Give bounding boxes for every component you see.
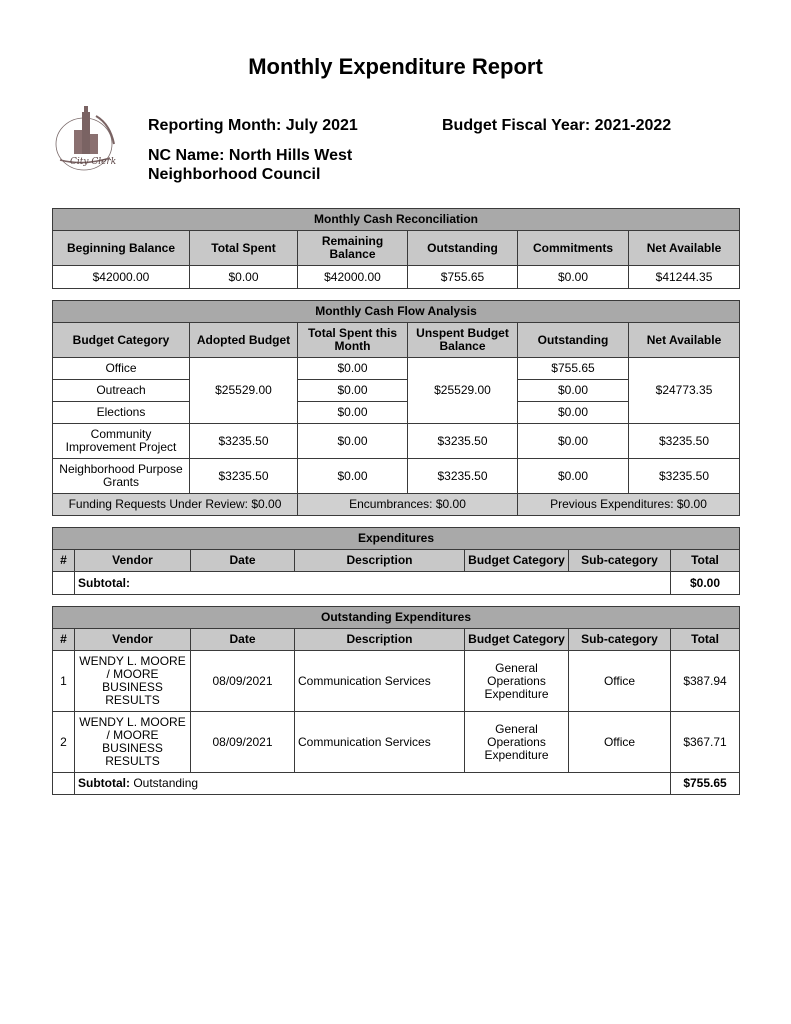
adopted-budget: $3235.50: [190, 424, 298, 459]
budget-category: Community Improvement Project: [53, 424, 190, 459]
sub-category: Office: [569, 712, 671, 773]
date: 08/09/2021: [191, 712, 295, 773]
total: $387.94: [671, 651, 740, 712]
col-header: Commitments: [518, 231, 629, 266]
report-title: Monthly Expenditure Report: [248, 54, 543, 79]
col-header: Budget Category: [465, 550, 569, 572]
unspent-budget: $25529.00: [408, 358, 518, 424]
net-available: $24773.35: [629, 358, 740, 424]
budget-category: Elections: [53, 402, 190, 424]
reporting-month: Reporting Month: July 2021: [148, 117, 358, 134]
cash-flow-table: [52, 300, 740, 516]
budget-category: Outreach: [53, 380, 190, 402]
encumbrances-summary: Encumbrances: $0.00: [298, 494, 518, 516]
col-header: Sub-category: [569, 629, 671, 651]
expenditures-caption: Expenditures: [53, 528, 740, 550]
outstanding: $0.00: [518, 459, 629, 494]
reconciliation-caption: Monthly Cash Reconciliation: [53, 209, 740, 231]
remaining-balance: $42000.00: [298, 266, 408, 289]
table-row: [53, 712, 740, 773]
table-row: [53, 651, 740, 712]
funding-requests-summary: Funding Requests Under Review: $0.00: [53, 494, 298, 516]
total-spent: $0.00: [298, 402, 408, 424]
col-header: Total Spent this Month: [298, 323, 408, 358]
row-number: 1: [53, 651, 75, 712]
unspent-budget: $3235.50: [408, 424, 518, 459]
col-header: Beginning Balance: [53, 231, 190, 266]
total-spent: $0.00: [298, 459, 408, 494]
budget-category: General Operations Expenditure: [465, 651, 569, 712]
unspent-budget: $3235.50: [408, 459, 518, 494]
col-header: Date: [191, 629, 295, 651]
col-header: Budget Category: [465, 629, 569, 651]
outstanding: $0.00: [518, 424, 629, 459]
total-spent: $0.00: [298, 358, 408, 380]
col-header: Outstanding: [518, 323, 629, 358]
vendor: WENDY L. MOORE / MOORE BUSINESS RESULTS: [75, 712, 191, 773]
description: Communication Services: [295, 651, 465, 712]
row-number-empty: [53, 773, 75, 795]
col-header: Vendor: [75, 629, 191, 651]
budget-fiscal-year: Budget Fiscal Year: 2021-2022: [442, 117, 672, 134]
outstanding-caption: Outstanding Expenditures: [53, 607, 740, 629]
net-available: $3235.50: [629, 424, 740, 459]
date: 08/09/2021: [191, 651, 295, 712]
col-header: #: [53, 629, 75, 651]
adopted-budget: $25529.00: [190, 358, 298, 424]
col-header: Total Spent: [190, 231, 298, 266]
total-spent: $0.00: [190, 266, 298, 289]
total-spent: $0.00: [298, 380, 408, 402]
col-header: Date: [191, 550, 295, 572]
col-header: Net Available: [629, 323, 740, 358]
col-header: Unspent Budget Balance: [408, 323, 518, 358]
subtotal-value: $0.00: [671, 572, 740, 595]
col-header: Vendor: [75, 550, 191, 572]
total: $367.71: [671, 712, 740, 773]
subtotal-label: Subtotal: Outstanding: [75, 773, 671, 795]
subtotal-value: $755.65: [671, 773, 740, 795]
adopted-budget: $3235.50: [190, 459, 298, 494]
cash-reconciliation-table: [52, 208, 740, 289]
col-header: Description: [295, 629, 465, 651]
city-clerk-seal-logo: [52, 104, 124, 176]
subtotal-label: Subtotal:: [75, 572, 671, 595]
beginning-balance: $42000.00: [53, 266, 190, 289]
col-header: Outstanding: [408, 231, 518, 266]
budget-category: Office: [53, 358, 190, 380]
sub-category: Office: [569, 651, 671, 712]
col-header: Budget Category: [53, 323, 190, 358]
col-header: Net Available: [629, 231, 740, 266]
vendor: WENDY L. MOORE / MOORE BUSINESS RESULTS: [75, 651, 191, 712]
row-number-empty: [53, 572, 75, 595]
previous-expenditures-summary: Previous Expenditures: $0.00: [518, 494, 740, 516]
outstanding: $755.65: [518, 358, 629, 380]
outstanding: $0.00: [518, 380, 629, 402]
outstanding-expenditures-table: [52, 606, 740, 795]
cash-flow-caption: Monthly Cash Flow Analysis: [53, 301, 740, 323]
commitments: $0.00: [518, 266, 629, 289]
col-header: Total: [671, 550, 740, 572]
expenditures-table: [52, 527, 740, 595]
col-header: Sub-category: [569, 550, 671, 572]
total-spent: $0.00: [298, 424, 408, 459]
net-available: $3235.50: [629, 459, 740, 494]
col-header: #: [53, 550, 75, 572]
logo-script: City Clerk: [70, 157, 117, 167]
col-header: Total: [671, 629, 740, 651]
description: Communication Services: [295, 712, 465, 773]
col-header: Description: [295, 550, 465, 572]
col-header: Remaining Balance: [298, 231, 408, 266]
col-header: Adopted Budget: [190, 323, 298, 358]
nc-name: NC Name: North Hills West Neighborhood Council: [148, 147, 353, 183]
row-number: 2: [53, 712, 75, 773]
net-available: $41244.35: [629, 266, 740, 289]
outstanding: $755.65: [408, 266, 518, 289]
budget-category: Neighborhood Purpose Grants: [53, 459, 190, 494]
budget-category: General Operations Expenditure: [465, 712, 569, 773]
outstanding: $0.00: [518, 402, 629, 424]
